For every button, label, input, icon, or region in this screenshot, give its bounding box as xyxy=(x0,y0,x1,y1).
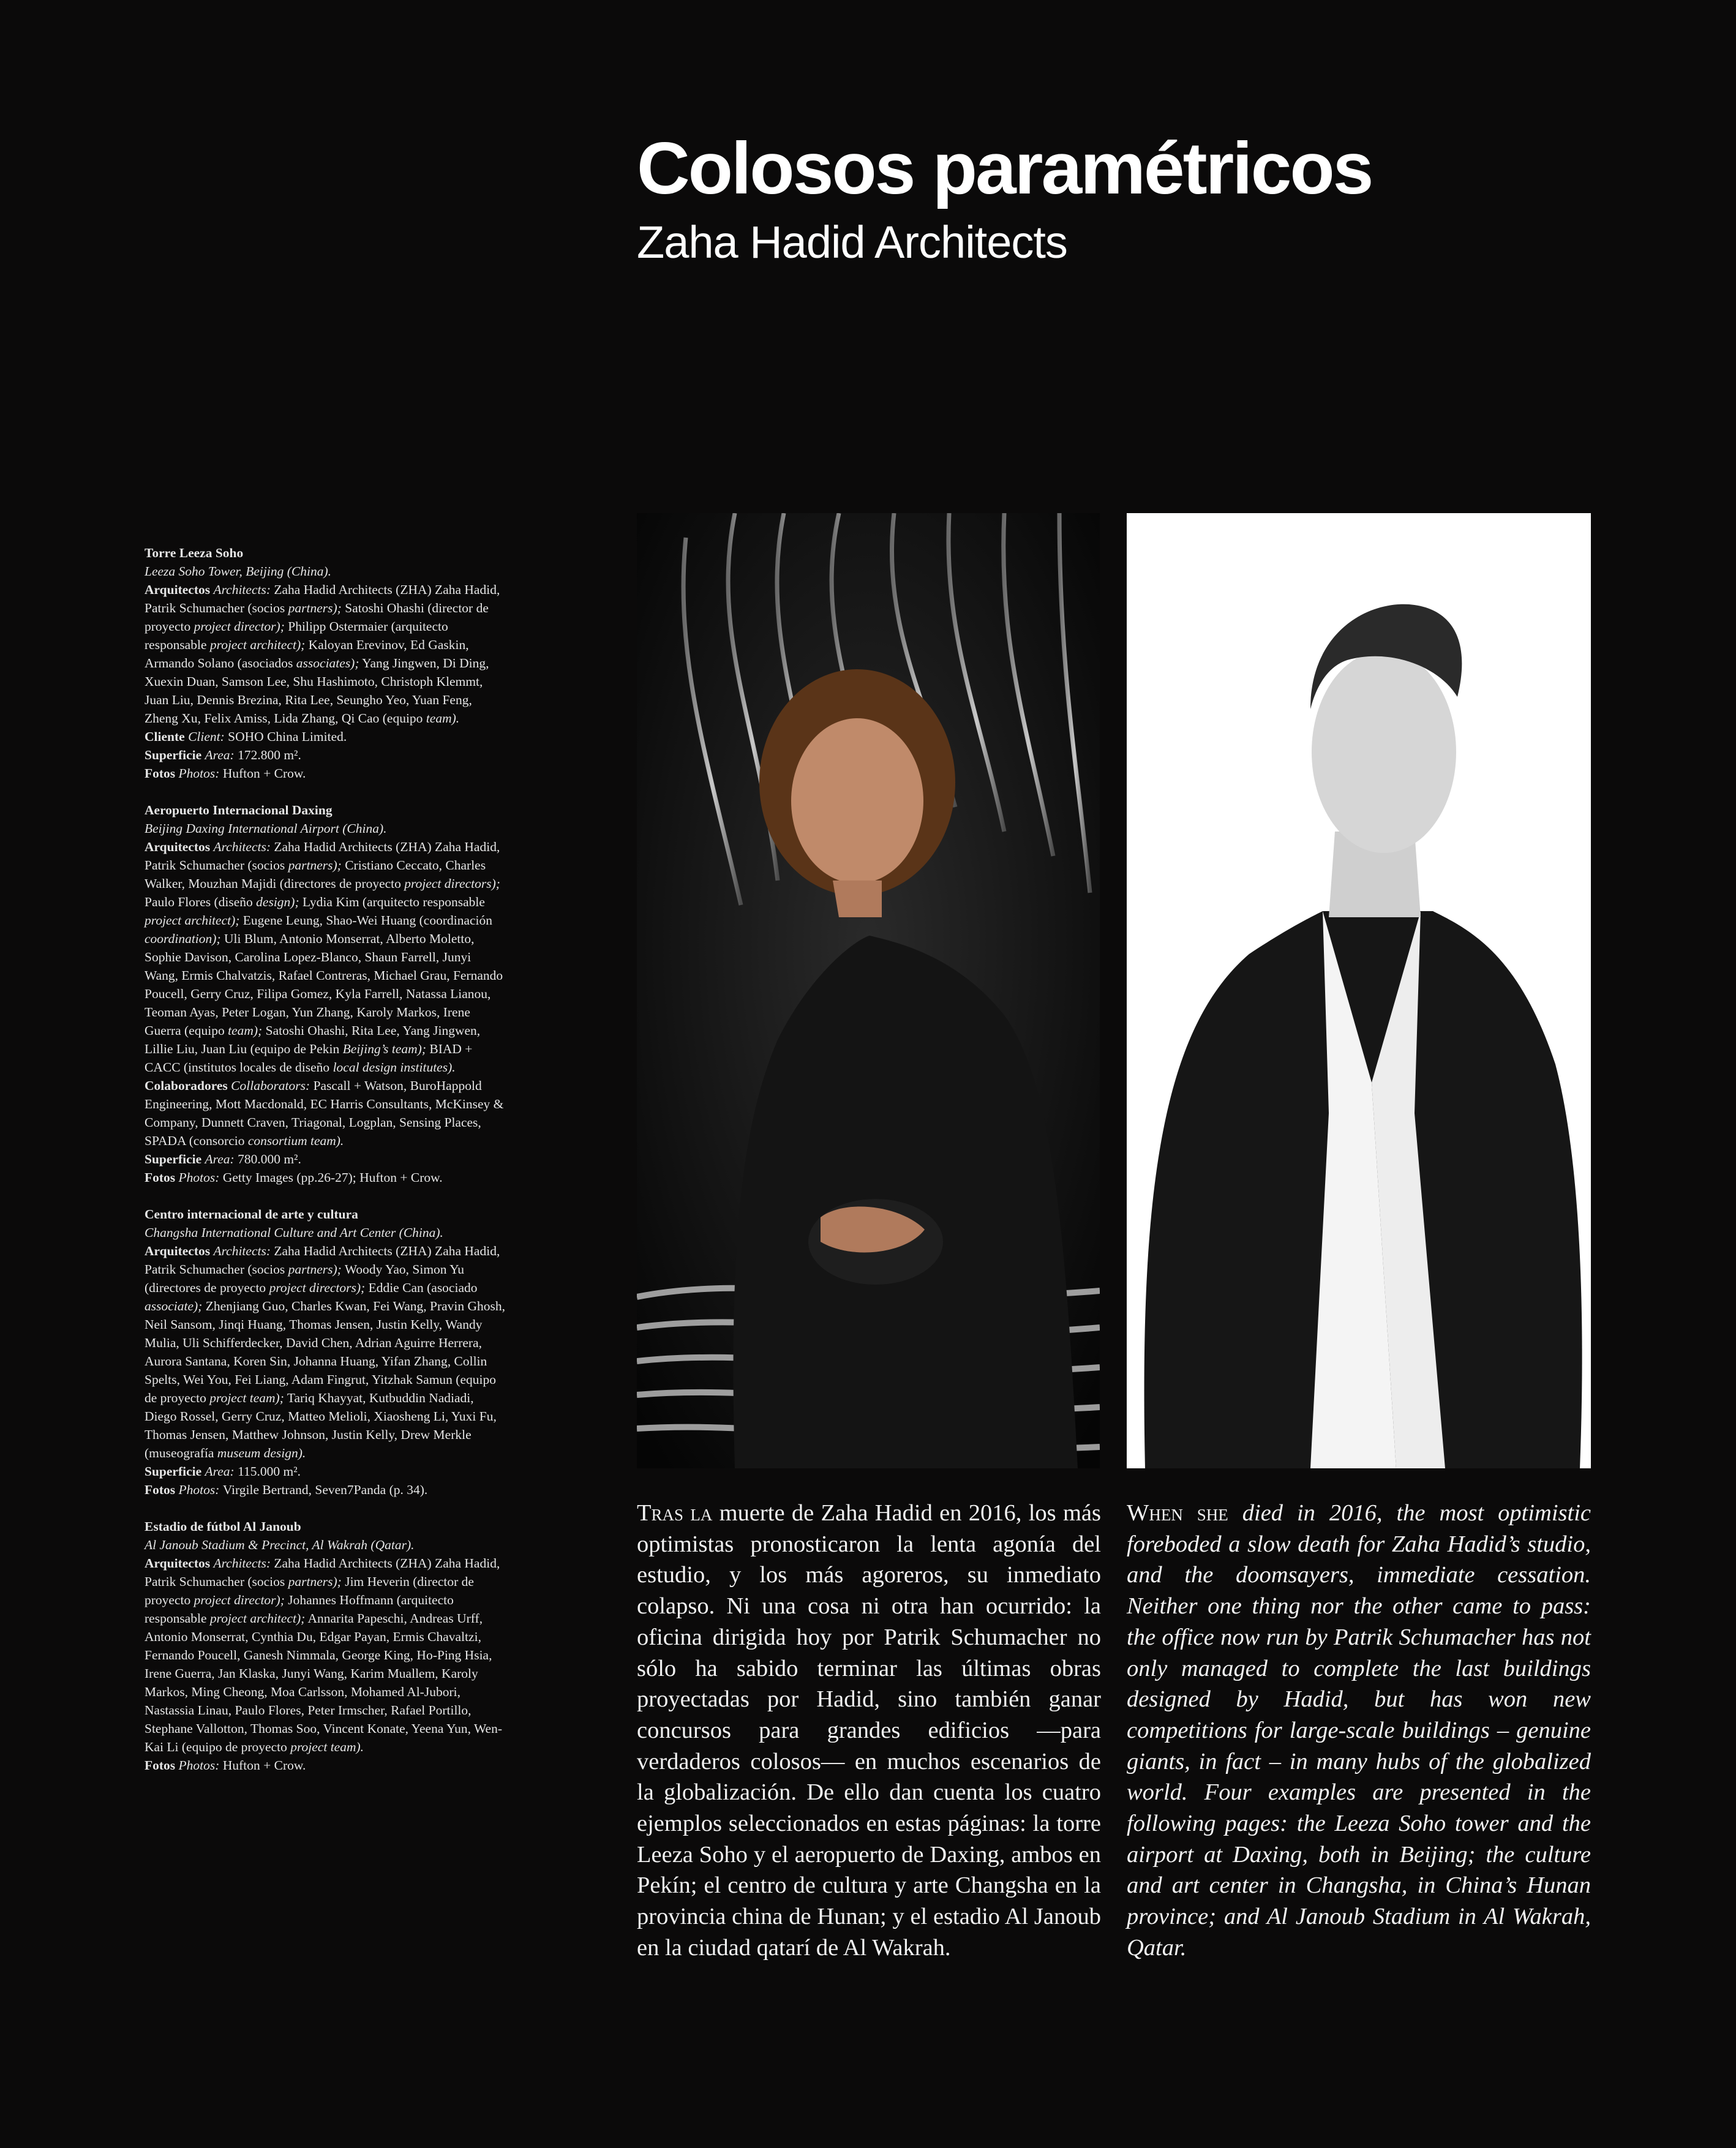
credit-text: Woody Yao, Simon Yu (directores de proyecto xyxy=(145,1262,465,1295)
project-subtitle: Leeza Soho Tower, Beijing (China). xyxy=(145,564,331,579)
credit-text: Satoshi Ohashi, Rita Lee, Yang Jingwen, Lillie Liu, Juan Liu (equipo de Pekin xyxy=(145,1023,481,1056)
portrait-man-image xyxy=(1127,513,1591,1468)
credit-label-english: Beijing’s team); xyxy=(342,1042,426,1056)
credit-label: Fotos xyxy=(145,1170,179,1185)
credit-label-english: design); xyxy=(256,895,299,909)
credit-label-english: museum design). xyxy=(217,1446,306,1460)
credit-label-english: local design institutes). xyxy=(333,1060,456,1075)
credit-text: Zaha Hadid Architects (ZHA) Zaha Hadid, Patrik Schumacher (socios xyxy=(145,1244,500,1277)
credit-label-english: Photos: xyxy=(178,1482,223,1497)
credit-label-english: Area: xyxy=(205,748,238,762)
credit-text: Jim Heverin (director de proyecto xyxy=(145,1574,474,1607)
credit-label-english: Architects: xyxy=(213,582,274,597)
project-title: Torre Leeza Soho xyxy=(145,546,244,560)
credit-label: Cliente xyxy=(145,729,189,744)
project-subtitle: Beijing Daxing International Airport (China). xyxy=(145,821,387,836)
credit-text: Kaloyan Erevinov, Ed Gaskin, Armando Solano (asociados xyxy=(145,637,469,670)
credit-label-english: project team); xyxy=(209,1391,284,1405)
credit-text: Johannes Hoffmann (arquitecto responsable xyxy=(145,1593,454,1626)
credit-line xyxy=(145,580,506,727)
credit-label: Superficie xyxy=(145,1152,205,1166)
credit-label-english: project directors); xyxy=(404,876,500,891)
credit-label-english: associates); xyxy=(296,656,359,670)
credit-label-english: Collaborators: xyxy=(231,1078,314,1093)
project-title: Aeropuerto Internacional Daxing xyxy=(145,803,333,817)
credit-text: 780.000 m². xyxy=(238,1152,301,1166)
portrait-woman-image xyxy=(637,513,1100,1468)
credit-label-english: project directors); xyxy=(269,1280,366,1295)
credit-line xyxy=(145,1462,506,1481)
credit-text: Zhenjiang Guo, Charles Kwan, Fei Wang, Pravin Ghosh, Neil Sansom, Jinqi Huang, Thomas Jensen, Justin Kelly, Wandy Mulia, Uli Schifferdecker, David Chen, Adrian Aguirre Herrera, Aurora Santana, Koren Sin, Johanna Huang, Yifan Zhang, Collin Spelts, Wei You, Fei Liang, Adam Fingrut, Yitzhak Samun (equipo de proyecto xyxy=(145,1299,506,1405)
credit-text: Tariq Khayyat, Kutbuddin Nadiadi, Diego Rossel, Gerry Cruz, Matteo Melioli, Xiaosheng Li, Yuxi Fu, Thomas Jensen, Matthew Johnson, Justin Kelly, Drew Merkle (museografía xyxy=(145,1391,497,1460)
credit-label: Superficie xyxy=(145,1464,205,1479)
credit-text: Paulo Flores (diseño xyxy=(145,895,257,909)
credit-label-english: Photos: xyxy=(178,766,223,781)
credit-text: Philipp Ostermaier (arquitecto responsable xyxy=(145,619,448,652)
credit-text: 115.000 m². xyxy=(238,1464,301,1479)
credit-label: Fotos xyxy=(145,766,179,781)
credit-label: Arquitectos xyxy=(145,1556,214,1571)
credit-text: Zaha Hadid Architects (ZHA) Zaha Hadid, Patrik Schumacher (socios xyxy=(145,1556,500,1589)
credit-label-english: team). xyxy=(426,711,460,726)
credit-text: Annarita Papeschi, Andreas Urff, Antonio Monserrat, Cynthia Du, Edgar Payan, Ermis Chavaltzi, Fernando Poucell, Ganesh Nimmala, George King, Ho-Ping Hsia, Irene Guerra, Jan Klaska, Junyi Wang, Karim Muallem, Karoly Markos, Ming Cheong, Moa Carlsson, Mohamed Al-Jubori, Nastassia Linau, Paulo Flores, Peter Irmscher, Rafael Portillo, Stephane Vallotton, Thomas Soo, Vincent Konate, Yeena Yun, Wen-Kai Li (equipo de proyecto xyxy=(145,1611,502,1754)
credit-text: Uli Blum, Antonio Monserrat, Alberto Moletto, Sophie Davison, Carolina Lopez-Blanco, Shaun Farrell, Junyi Wang, Ermis Chalvatzis, Rafael Contreras, Michael Grau, Fernando Poucell, Gerry Cruz, Filipa Gomez, Kyla Farrell, Natassa Lianou, Teoman Ayas, Peter Logan, Yun Zhang, Karoly Markos, Irene Guerra (equipo xyxy=(145,931,503,1038)
credit-label-english: partners); xyxy=(288,858,342,873)
credit-text: Yang Jingwen, Di Ding, Xuexin Duan, Samson Lee, Shu Hashimoto, Christoph Klemmt, Juan Liu, Dennis Brezina, Rita Lee, Seungho Yeo, Yuan Feng, Zheng Xu, Felix Amiss, Lida Zhang, Qi Cao (equipo xyxy=(145,656,489,726)
credit-line xyxy=(145,1168,506,1187)
body-lead-spanish: Tras la xyxy=(637,1500,713,1526)
credit-label-english: Photos: xyxy=(178,1758,223,1773)
credit-label-english: Architects: xyxy=(213,839,274,854)
portrait-photo-left xyxy=(637,513,1100,1468)
credit-line xyxy=(145,727,506,746)
credit-line xyxy=(145,1150,506,1168)
project-title: Centro internacional de arte y cultura xyxy=(145,1207,358,1222)
project-credit xyxy=(145,1517,506,1774)
credit-label-english: project team). xyxy=(290,1740,364,1754)
credit-text: Lydia Kim (arquitecto responsable xyxy=(299,895,485,909)
credit-label-english: Area: xyxy=(205,1152,238,1166)
body-paragraph-english: died in 2016, the most optimistic foreboded a slow death for Zaha Hadid’s studio, and the doomsayers, immediate cessation. Neither one thing nor the other came to pass: the office now run by Patrik Schumacher has not only managed to complete the last buildings designed by Hadid, but has won new competitions for large-scale buildings – genuine giants, in fact – in many hubs of the globalized world. Four examples are presented in the following pages: the Leeza Soho tower and the airport at Daxing, both in Beijing; the culture and art center in Changsha, in China’s Hunan province; and Al Janoub Stadium in Al Wakrah, Qatar. xyxy=(1127,1500,1591,1961)
credit-label-english: Architects: xyxy=(213,1556,274,1571)
credit-text: Virgile Bertrand, Seven7Panda (p. 34). xyxy=(222,1482,428,1497)
credit-text: 172.800 m². xyxy=(238,748,301,762)
credit-text: BIAD + CACC (institutos locales de diseño xyxy=(145,1042,473,1075)
credit-text: Getty Images (pp.26-27); Hufton + Crow. xyxy=(222,1170,443,1185)
credit-label: Superficie xyxy=(145,748,205,762)
credit-label-english: team); xyxy=(228,1023,263,1038)
title-block xyxy=(637,122,1617,271)
credit-label-english: project director); xyxy=(194,1593,285,1607)
credit-text: SOHO China Limited. xyxy=(228,729,347,744)
portrait-photo-right xyxy=(1127,513,1591,1468)
credit-line xyxy=(145,764,506,783)
credit-label-english: Area: xyxy=(205,1464,238,1479)
credit-text: Pascall + Watson, BuroHappold Engineering, Mott Macdonald, EC Harris Consultants, McKinsey & Company, Dunnett Craven, Triagonal, Logplan, Sensing Places, SPADA (consorcio xyxy=(145,1078,504,1148)
credit-text: Zaha Hadid Architects (ZHA) Zaha Hadid, Patrik Schumacher (socios xyxy=(145,839,500,873)
credit-label-english: consortium team). xyxy=(247,1133,344,1148)
credit-label-english: project architect); xyxy=(209,1611,306,1626)
body-paragraph-spanish: muerte de Zaha Hadid en 2016, los más optimistas pronosticaron la lenta agonía del estudio, y los más agoreros, su inmediato colapso. Ni una cosa ni otra han ocurrido: la oficina dirigida hoy por Patrik Schumacher no sólo ha sabido terminar las últimas obras proyectadas por Hadid, sino también ganar concursos para grandes edificios —para verdaderos colosos— en muchos escenarios de la globalización. De ello dan cuenta los cuatro ejemplos seleccionados en estas páginas: la torre Leeza Soho y el aeropuerto de Daxing, ambos en Pekín; el centro de cultura y arte Changsha en la provincia china de Hunan; y el estadio Al Janoub en la ciudad qatarí de Al Wakrah. xyxy=(637,1500,1101,1961)
credit-line xyxy=(145,1242,506,1462)
project-credits xyxy=(145,544,506,1793)
credit-text: Hufton + Crow. xyxy=(222,1758,306,1773)
credit-label: Arquitectos xyxy=(145,1244,214,1258)
project-subtitle: Al Janoub Stadium & Precinct, Al Wakrah (Qatar). xyxy=(145,1538,415,1552)
page-subtitle: Zaha Hadid Architects xyxy=(637,217,1067,268)
credit-line xyxy=(145,746,506,764)
credit-line xyxy=(145,1076,506,1150)
credit-text: Hufton + Crow. xyxy=(222,766,306,781)
credit-label: Fotos xyxy=(145,1758,179,1773)
credit-label-english: Photos: xyxy=(178,1170,223,1185)
credit-label: Arquitectos xyxy=(145,582,214,597)
page-title: Colosos paramétricos xyxy=(637,127,1372,209)
credit-label-english: coordination); xyxy=(145,931,221,946)
credit-label-english: partners); xyxy=(288,1262,342,1277)
credit-label-english: project director); xyxy=(194,619,285,634)
credit-label-english: Client: xyxy=(188,729,228,744)
credit-text: Eugene Leung, Shao-Wei Huang (coordinación xyxy=(239,913,493,928)
credit-line xyxy=(145,1481,506,1499)
body-text-spanish xyxy=(637,1498,1101,1964)
credit-line xyxy=(145,1756,506,1774)
credit-label-english: partners); xyxy=(288,601,342,615)
credit-line xyxy=(145,1554,506,1756)
credit-text: Zaha Hadid Architects (ZHA) Zaha Hadid, Patrik Schumacher (socios xyxy=(145,582,500,615)
credit-label: Fotos xyxy=(145,1482,179,1497)
project-title: Estadio de fútbol Al Janoub xyxy=(145,1519,301,1534)
body-text-english xyxy=(1127,1498,1591,1964)
credit-label: Arquitectos xyxy=(145,839,214,854)
project-credit xyxy=(145,544,506,783)
credit-label-english: project architect); xyxy=(209,637,306,652)
project-subtitle: Changsha International Culture and Art Center (China). xyxy=(145,1225,443,1240)
project-credit xyxy=(145,1205,506,1499)
credit-label-english: associate); xyxy=(145,1299,203,1313)
credit-label-english: partners); xyxy=(288,1574,342,1589)
credit-text: Cristiano Ceccato, Charles Walker, Mouzhan Majidi (directores de proyecto xyxy=(145,858,486,891)
credit-label-english: Architects: xyxy=(213,1244,274,1258)
credit-label-english: project architect); xyxy=(145,913,240,928)
body-lead-english: When she xyxy=(1127,1500,1228,1526)
credit-text: Satoshi Ohashi (director de proyecto xyxy=(145,601,489,634)
project-credit xyxy=(145,801,506,1187)
credit-label: Colaboradores xyxy=(145,1078,231,1093)
credit-text: Eddie Can (asociado xyxy=(365,1280,478,1295)
credit-line xyxy=(145,838,506,1076)
